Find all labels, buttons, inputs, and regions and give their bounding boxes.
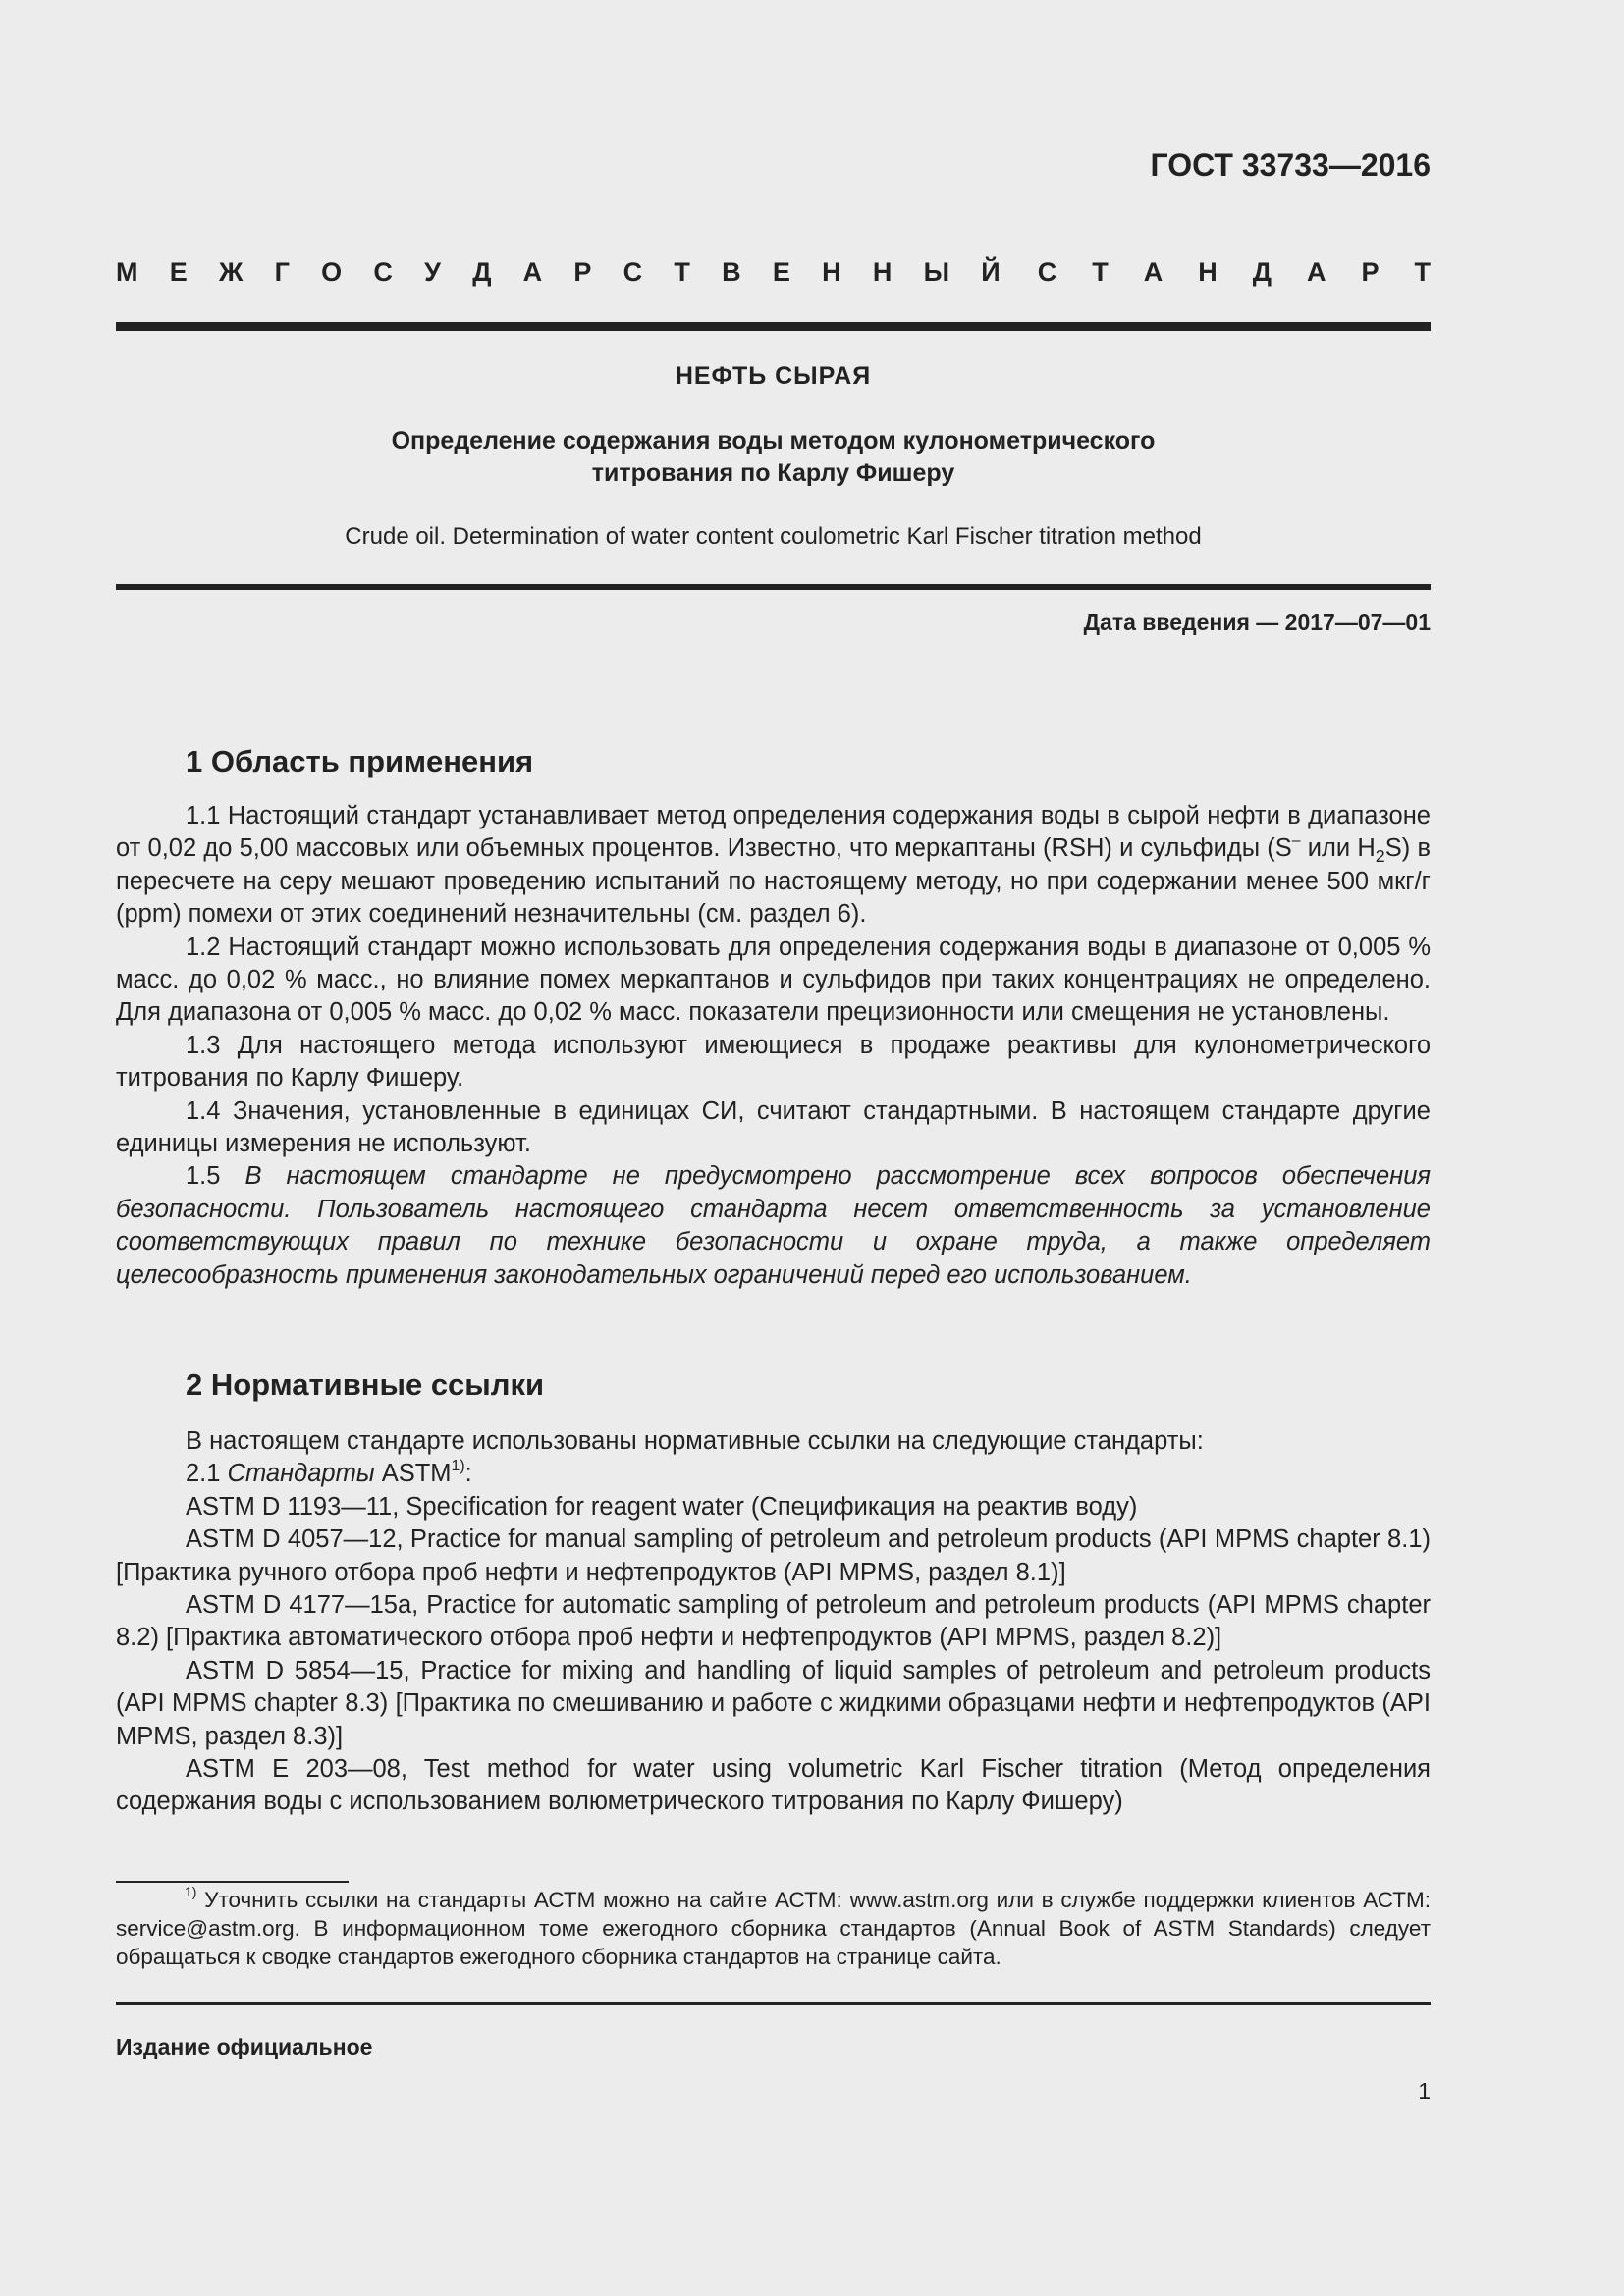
gost-number: ГОСТ 33733—2016 xyxy=(1150,147,1431,183)
footnote-separator xyxy=(116,1881,349,1883)
paragraph-1-4: 1.4 Значения, установленные в единицах СИ, считают стандартными. В настоящем стандарте другие единицы измерения не используют. xyxy=(116,1096,1431,1158)
title-en: Crude oil. Determination of water content coulometric Karl Fischer titration method xyxy=(345,523,1202,550)
reference-item: ASTM D 5854—15, Practice for mixing and handling of liquid samples of petroleum and petroleum products (API MPMS chapter 8.3) [Практика по смешиванию и работе с жидкими образцами нефти и нефтепродуктов (API MPMS, раздел 8.3)] xyxy=(116,1656,1431,1750)
reference-item: ASTM E 203—08, Test method for water using volumetric Karl Fischer titration (Метод определения содержания воды с использованием волюметрического титрования по Карлу Фишеру) xyxy=(116,1755,1431,1816)
subtitle-ru xyxy=(116,425,1431,490)
footnote-text: Уточнить ссылки на стандарты АСТМ можно на сайте АСТМ: www.astm.org или в службе поддержки клиентов АСТМ: service@astm.org. В информационном томе ежегодного сборника стандартов (Annual Book of ASTM Standards) следует обращаться к сводке стандартов ежегодного сборника стандартов на странице сайта. xyxy=(116,1888,1431,1969)
edition-label: Издание официальное xyxy=(116,2034,373,2059)
paragraph-1-3: 1.3 Для настоящего метода используют имеющиеся в продаже реактивы для кулонометрического титрования по Карлу Фишеру. xyxy=(116,1031,1431,1093)
paragraph-1-2: 1.2 Настоящий стандарт можно использовать для определения содержания воды в диапазоне от 0,005 % масс. до 0,02 % масс., но влияние помех меркаптанов и сульфидов при таких концентрациях не определено. Для диапазона от 0,005 % масс. до 0,02 % масс. показатели прецизионности или смещения не установлены. xyxy=(116,933,1431,1027)
standard-type-word2: С Т А Н Д А Р Т xyxy=(1037,257,1431,287)
footer-rule xyxy=(116,2002,1431,2005)
section-2-body xyxy=(116,1425,1431,1819)
paragraph-1-5: 1.5 В настоящем стандарте не предусмотрено рассмотрение всех вопросов обеспечения безопасности. Пользователь настоящего стандарта несет ответственность за установление соответствующих правил по технике безопасности и охране труда, а также определяет целесообразность применения законодательных ограничений перед его использованием. xyxy=(116,1162,1431,1289)
section-2-heading: 2 Нормативные ссылки xyxy=(186,1367,545,1402)
standard-type xyxy=(116,257,1431,288)
reference-item: ASTM D 1193—11, Specification for reagent water (Спецификация на реактив воду) xyxy=(186,1492,1138,1521)
subtitle-line-2: титрования по Карлу Фишеру xyxy=(591,459,955,487)
header-rule xyxy=(116,322,1431,331)
reference-item: ASTM D 4057—12, Practice for manual sampling of petroleum and petroleum products (API MPMS chapter 8.1) [Практика ручного отбора проб нефти и нефтепродуктов (API MPMS, раздел 8.1)] xyxy=(116,1525,1431,1586)
title-ru: НЕФТЬ СЫРАЯ xyxy=(675,362,872,390)
paragraph-2-1: 2.1 Стандарты ASTM$^{1)}$: xyxy=(186,1457,472,1488)
standard-type-word1: М Е Ж Г О С У Д А Р С Т В Е Н Н Ы Й xyxy=(116,257,1001,287)
section-1-heading: 1 Область применения xyxy=(186,744,534,778)
page-number: 1 xyxy=(1418,2078,1431,2104)
title-rule xyxy=(116,584,1431,590)
paragraph-1-1: 1.1 Настоящий стандарт устанавливает метод определения содержания воды в сырой нефти в диапазоне от 0,02 до 5,00 массовых или объемных процентов. Известно, что меркаптаны (RSH) и сульфиды (S– или $H_2S$) в пересчете на серу мешают проведению испытаний по настоящему методу, но при содержании менее 500 мкг/г (ppm) помехи от этих соединений незначительны (см. раздел 6). xyxy=(116,802,1431,929)
section-1-body xyxy=(116,800,1431,1292)
section-2-intro: В настоящем стандарте использованы нормативные ссылки на следующие стандарты: xyxy=(186,1427,1204,1455)
footnote xyxy=(116,1886,1431,1971)
date-intro: Дата введения — 2017—07—01 xyxy=(1083,610,1431,635)
footnote-marker: 1) xyxy=(185,1884,197,1900)
subtitle-line-1: Определение содержания воды методом кулонометрического xyxy=(391,427,1156,454)
reference-item: ASTM D 4177—15a, Practice for automatic sampling of petroleum and petroleum products (API MPMS chapter 8.2) [Практика автоматического отбора проб нефти и нефтепродуктов (API MPMS, раздел 8.2)] xyxy=(116,1591,1431,1652)
